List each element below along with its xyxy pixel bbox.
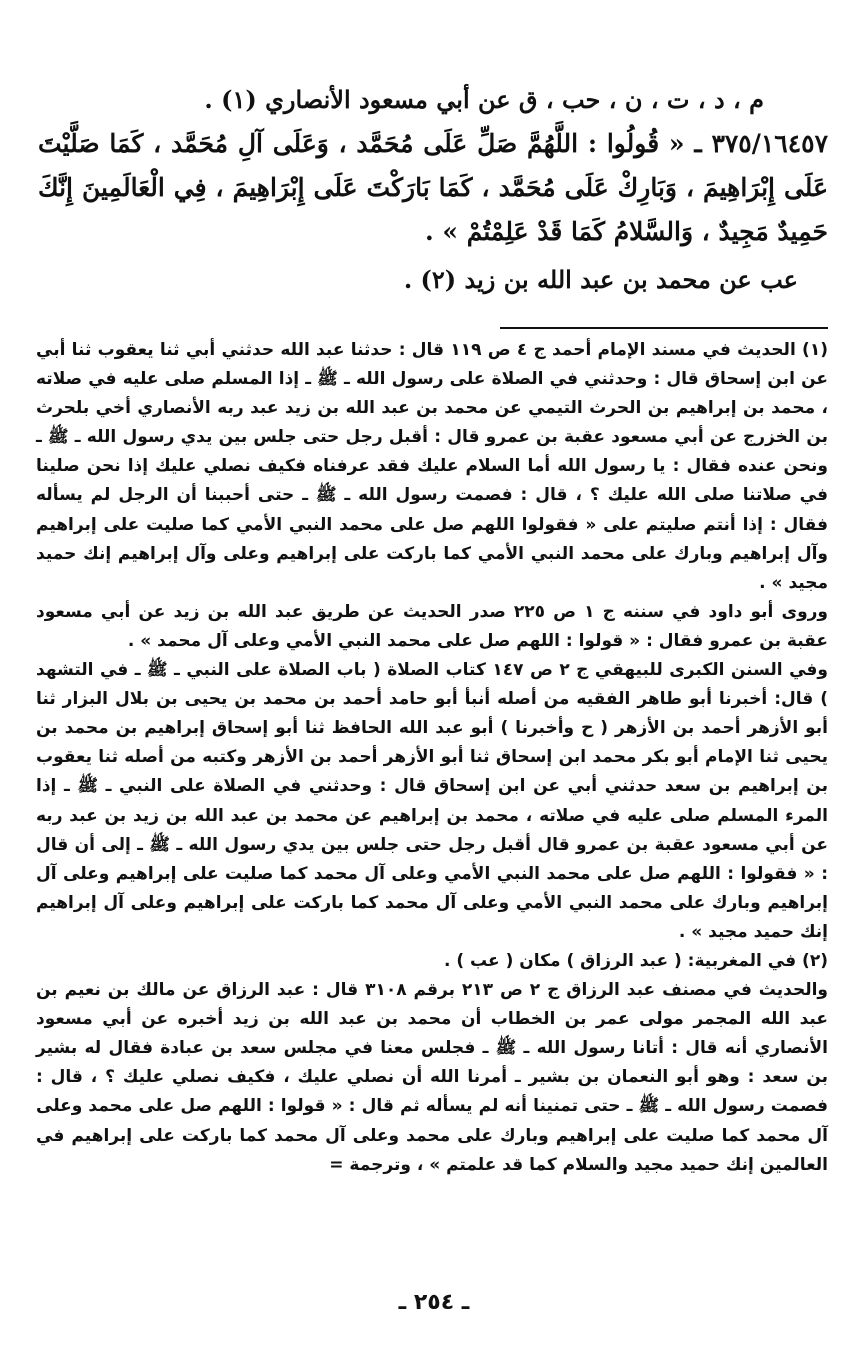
footnotes (36, 336, 828, 1180)
source-reference-bottom: عب عن محمد بن عبد الله بن زيد (٢) . (403, 265, 798, 294)
source-reference-top: م ، د ، ت ، ن ، حب ، ق عن أبي مسعود الأنصاري (١) . (204, 85, 764, 114)
hadith-text: ٣٧٥/١٦٤٥٧ ـ « قُولُوا : اللَّهُمَّ صَلِّ عَلَى مُحَمَّد ، وَعَلَى آلِ مُحَمَّد ، كَمَا صَلَّيْتَ عَلَى إِبْرَاهِيمَ ، وَبَارِكْ عَلَى مُحَمَّد ، كَمَا بَارَكْتَ عَلَى إِبْرَاهِيمَ ، فِي الْعَالَمِينَ إِنَّكَ حَمِيدٌ مَجِيدٌ ، وَالسَّلامُ كَمَا قَدْ عَلِمْتُمْ » . (38, 129, 828, 246)
footnote-1: (١) الحديث في مسند الإمام أحمد ج ٤ ص ١١٩ قال : حدثنا عبد الله حدثني أبي ثنا يعقوب ثنا أبي عن ابن إسحاق قال : وحدثني في الصلاة على رسول الله ـ ﷺ ـ إذا المسلم صلى عليه في صلاته ، محمد بن إبراهيم بن الحرث التيمي عن محمد بن عبد الله بن زيد عبد ربه الأنصاري أخي بلحرث بن الخزرج عن أبي مسعود عقبة بن عمرو قال : أقبل رجل حتى جلس بين يدي رسول الله ـ ﷺ ـ ونحن عنده فقال : يا رسول الله أما السلام عليك فقد عرفناه فكيف نصلي عليك إذا نحن صلينا في صلاتنا صلى الله عليك ؟ ، قال : فصمت رسول الله ـ ﷺ ـ حتى أحببنا أن الرجل لم يسأله فقال : إذا أنتم صليتم على « فقولوا اللهم صل على محمد النبي الأمي كما صليت على إبراهيم وآل إبراهيم وبارك على محمد النبي الأمي كما باركت على إبراهيم وعلى وآل إبراهيم إنك حميد مجيد » . (36, 340, 828, 593)
footnote-1-abu-dawud: وروى أبو داود في سننه ج ١ ص ٢٢٥ صدر الحديث عن طريق عبد الله بن زيد عن أبي مسعود عقبة بن عمرو فقال : « قولوا : اللهم صل على محمد النبي الأمي وعلى آل محمد » . (36, 601, 828, 651)
footnote-divider (500, 327, 828, 329)
footnote-2-abd-al-razzaq: والحديث في مصنف عبد الرزاق ج ٢ ص ٢١٣ برقم ٣١٠٨ قال : عبد الرزاق عن مالك بن نعيم بن عبد الله المجمر مولى عمر بن الخطاب أن محمد بن عبد الله بن زيد أخبره عن أبي مسعود الأنصاري أنه قال : أتانا رسول الله ـ ﷺ ـ فجلس معنا في مجلس سعد بن عبادة فقال له بشير بن سعد : وهو أبو النعمان بن بشير ـ أمرنا الله أن نصلي عليك ، فكيف نصلي عليك ؟ ، قال : فصمت رسول الله ـ ﷺ ـ حتى تمنينا أنه لم يسأله ثم قال : « قولوا : اللهم صل على محمد وعلى آل محمد كما صليت على إبراهيم وبارك على محمد وعلى آل محمد كما باركت على إبراهيم في العالمين إنك حميد مجيد والسلام كما قد علمتم » ، وترجمة = (36, 980, 828, 1175)
footnote-2: (٢) في المغربية: ( عبد الرزاق ) مكان ( عب ) . (443, 950, 828, 971)
page-number: ـ ٢٥٤ ـ (398, 1290, 470, 1315)
footnote-1-bayhaqi: وفي السنن الكبرى للبيهقي ج ٢ ص ١٤٧ كتاب الصلاة ( باب الصلاة على النبي ـ ﷺ ـ في التشهد ) قال: أخبرنا أبو طاهر الفقيه من أصله أنبأ أبو حامد أحمد بن محمد بن يحيى بن بلال البزار ثنا أبو الأزهر أحمد بن الأزهر ( ح وأخبرنا ) أبو عبد الله الحافظ ثنا أبو إسحاق إبراهيم بن محمد بن يحيى ثنا الإمام أبو بكر محمد ابن إسحاق ثنا أبو الأزهر أحمد بن الأزهر وكتبه من أصله ثنا يعقوب بن إبراهيم بن سعد حدثني أبي عن ابن إسحاق قال : وحدثني في الصلاة على النبي ـ ﷺ ـ إذا المرء المسلم صلى عليه في صلاته ، محمد بن إبراهيم عن محمد بن عبد الله بن زيد بن عبد ربه عن أبي مسعود عقبة بن عمرو قال أقبل رجل حتى جلس بين يدي رسول الله ـ ﷺ ـ إلى أن قال : « فقولوا : اللهم صل على محمد النبي الأمي وعلى آل محمد كما صليت على إبراهيم وعلى آل إبراهيم وبارك على محمد النبي الأمي وعلى آل محمد كما باركت على إبراهيم وعلى آل إبراهيم إنك حميد مجيد » . (36, 660, 828, 942)
main-text (38, 78, 828, 302)
